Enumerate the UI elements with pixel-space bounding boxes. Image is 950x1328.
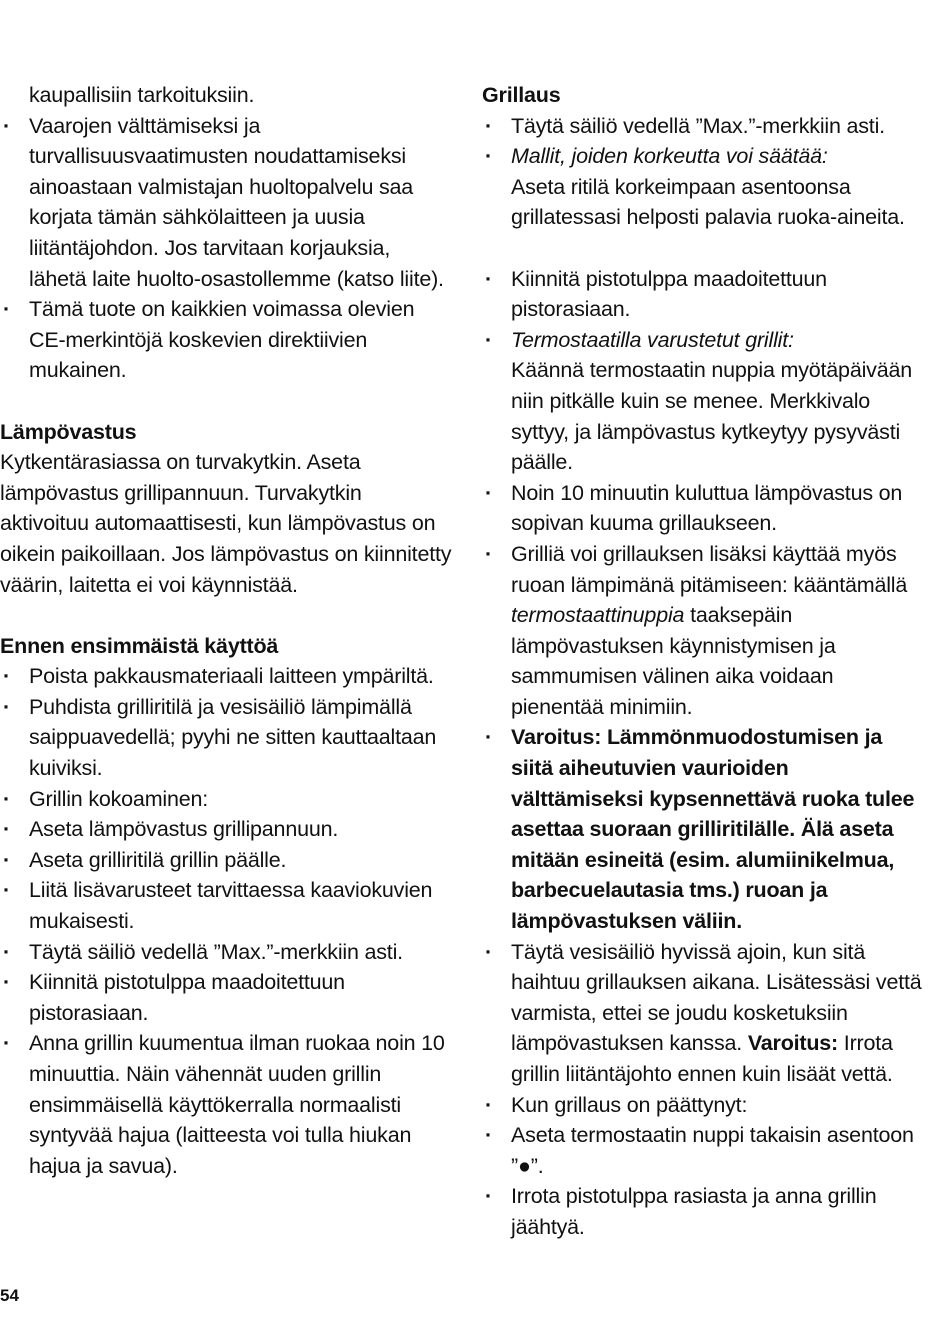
list-item-water-tank bbox=[482, 937, 922, 1090]
item-text: Grilliä voi grillauksen lisäksi käyttää myös ruoan lämpimänä pitämiseen: kääntämällä bbox=[511, 541, 908, 597]
paragraph-lampovastus: Kytkentärasiassa on turvakytkin. Aseta lämpövastus grillipannuun. Turvakytkin aktivoituu automaattisesti, kun lämpövastus on oikein paikoillaan. Jos lämpövastus on kiinnitetty väärin, laitetta ei voi käynnistää. bbox=[0, 450, 452, 597]
italic-label: Termostaatilla varustetut grillit: bbox=[511, 327, 794, 352]
intro-continuation: kaupallisiin tarkoituksiin. bbox=[29, 83, 255, 107]
heading-ennen-kayttoa: Ennen ensimmäistä käyttöä bbox=[0, 633, 279, 658]
list-item: · Täytä säiliö vedellä ”Max.”-merkkiin asti. bbox=[0, 937, 452, 968]
list-item-thermostat-grills bbox=[482, 325, 922, 478]
list-item: · Liitä lisävarusteet tarvittaessa kaaviokuvien mukaisesti. bbox=[0, 875, 452, 936]
left-column bbox=[0, 80, 452, 1181]
warning-label: Varoitus: bbox=[747, 1031, 839, 1056]
item-text: Käännä termostaatin nuppia myötäpäivään niin pitkälle kuin se menee. Merkkivalo syttyy, ja lämpövastus kytkeytyy pysyvästi päälle. bbox=[511, 358, 912, 475]
list-item-keep-warm bbox=[482, 539, 922, 723]
safety-bullet-ce: · Tämä tuote on kaikkien voimassa olevien CE-merkintöjä koskevien direktiivien mukainen. bbox=[0, 294, 452, 386]
item-text: Irrota grillin liitäntäjohto ennen kuin lisäät vettä. bbox=[511, 1031, 893, 1086]
heading-lampovastus: Lämpövastus bbox=[0, 419, 137, 444]
list-item: · Aseta grilliritilä grillin päälle. bbox=[0, 845, 452, 876]
list-item: · Kun grillaus on päättynyt: bbox=[482, 1090, 922, 1121]
spacer bbox=[0, 386, 452, 417]
item-text: taaksepäin lämpövastuksen käynnistymisen ja sammumisen välinen aika voidaan pienentää minimiin. bbox=[511, 603, 836, 719]
item-text: Täytä vesisäiliö hyvissä ajoin, kun sitä haihtuu grillauksen aikana. Lisätessäsi vettä varmista, ettei se joudu kosketuksiin lämpövastuksen kanssa. bbox=[511, 939, 922, 1056]
right-column bbox=[482, 80, 922, 1243]
list-item: · Anna grillin kuumentua ilman ruokaa noin 10 minuuttia. Näin vähennät uuden grillin ensimmäisellä käyttökerralla normaalisti syntyvää hajua (laitteesta voi tulla hiukan hajua ja savua). bbox=[0, 1028, 452, 1181]
list-item-adjustable-models bbox=[482, 141, 922, 233]
list-item: · Grillin kokoaminen: bbox=[0, 784, 452, 815]
list-item: · Kiinnitä pistotulppa maadoitettuun pistorasiaan. bbox=[482, 264, 922, 325]
safety-bullet-repair: · Vaarojen välttämiseksi ja turvallisuusvaatimusten noudattamiseksi ainoastaan valmistajan huoltopalvelu saa korjata tämän sähkölaitteen ja uusia liitäntäjohdon. Jos tarvitaan korjauksia, lähetä laite huolto-osastollemme (katso liite). bbox=[0, 111, 452, 295]
heading-grillaus: Grillaus bbox=[482, 83, 561, 107]
page-number: 54 bbox=[0, 1286, 19, 1305]
list-item: · Noin 10 minuutin kuluttua lämpövastus on sopivan kuuma grillaukseen. bbox=[482, 478, 922, 539]
italic-term: termostaattinuppia bbox=[511, 603, 685, 628]
spacer bbox=[482, 233, 922, 264]
list-item: · Puhdista grilliritilä ja vesisäiliö lämpimällä saippuavedellä; pyyhi ne sitten kauttaaltaan kuiviksi. bbox=[0, 692, 452, 784]
list-item: · Kiinnitä pistotulppa maadoitettuun pistorasiaan. bbox=[0, 967, 452, 1028]
item-text: Aseta ritilä korkeimpaan asentoonsa grillatessasi helposti palavia ruoka-aineita. bbox=[511, 174, 905, 230]
list-item: · Irrota pistotulppa rasiasta ja anna grillin jäähtyä. bbox=[482, 1181, 922, 1242]
list-item: · Aseta termostaatin nuppi takaisin asentoon ”●”. bbox=[482, 1120, 922, 1181]
warning-item: · Varoitus: Lämmönmuodostumisen ja siitä aiheutuvien vaurioiden välttämiseksi kypsennettävä ruoka tulee asettaa suoraan grilliritilälle. Älä aseta mitään esineitä (esim. alumiinikelmua, barbecuelautasia tms.) ruoan ja lämpövastuksen väliin. bbox=[482, 722, 922, 936]
list-item: · Aseta lämpövastus grillipannuun. bbox=[0, 814, 452, 845]
list-item: · Poista pakkausmateriaali laitteen ympäriltä. bbox=[0, 661, 452, 692]
italic-label: Mallit, joiden korkeutta voi säätää: bbox=[511, 144, 828, 169]
spacer bbox=[0, 600, 452, 631]
list-item: · Täytä säiliö vedellä ”Max.”-merkkiin asti. bbox=[482, 111, 922, 142]
